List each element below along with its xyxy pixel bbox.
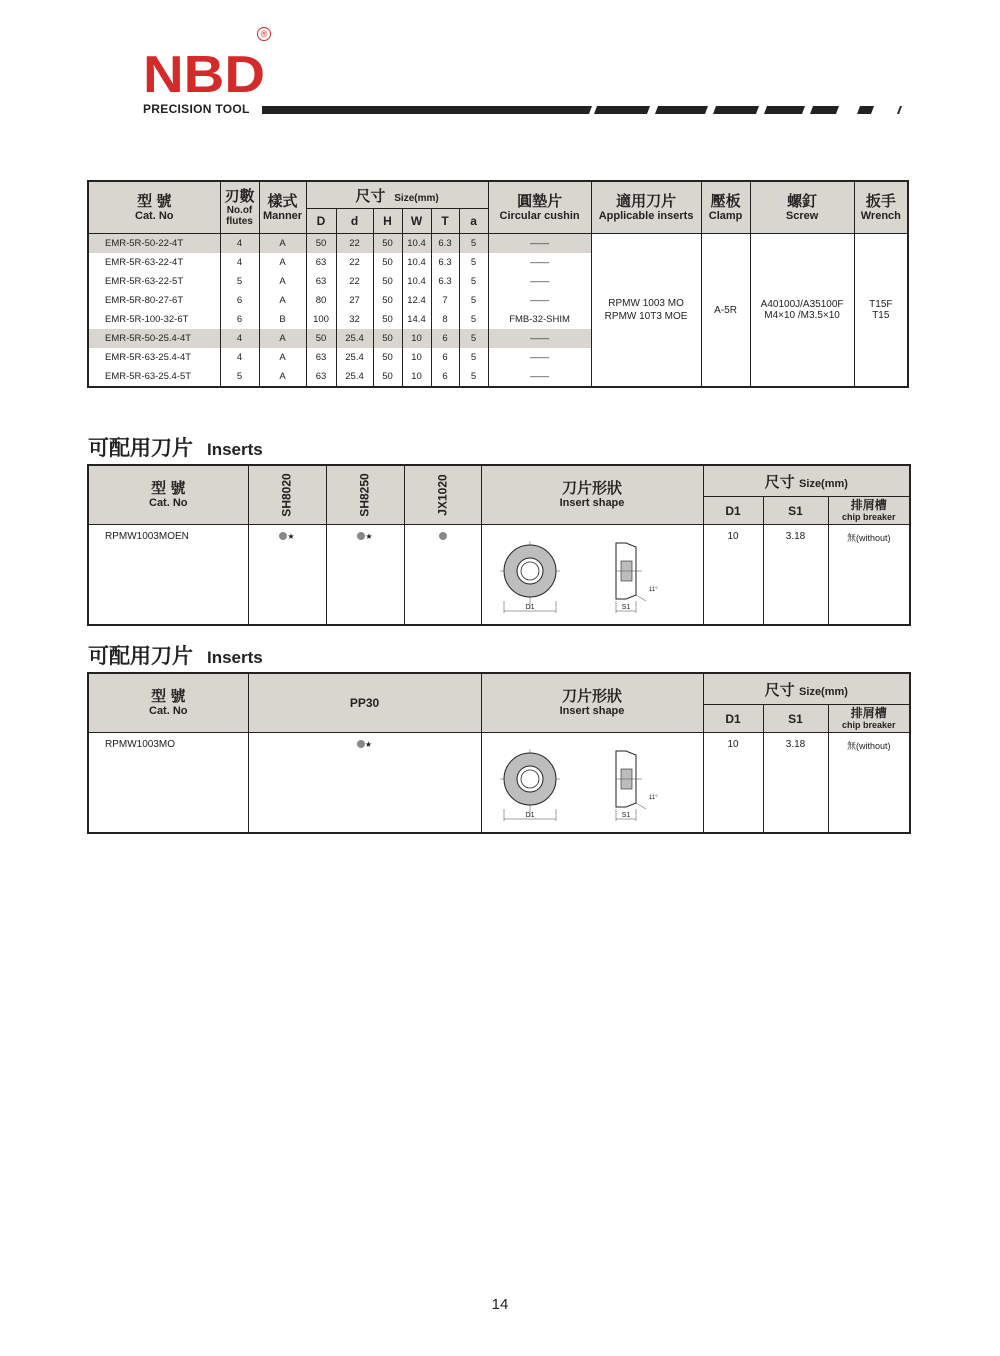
- svg-text:S1: S1: [621, 812, 630, 819]
- manner-header: 樣式 Manner: [259, 181, 306, 234]
- insert-shape-header: 刀片形狀 Insert shape: [481, 673, 703, 733]
- flutes-header: 刃數 No.of flutes: [220, 181, 259, 234]
- size-header: 尺寸 Size(mm): [306, 181, 488, 209]
- col-chip-breaker: 排屑槽 chip breaker: [828, 705, 910, 733]
- applicable-inserts-cell: RPMW 1003 MO RPMW 10T3 MOE: [591, 234, 701, 388]
- cat-no-header: 型 號 Cat. No: [88, 465, 248, 525]
- tagline: PRECISION TOOL: [143, 102, 250, 116]
- table-row: EMR-5R-100-32-6T 6 B 100 32 50 14.4 8 5 FMB-32-SHIM: [88, 310, 908, 329]
- wrench-header: 扳手 Wrench: [854, 181, 908, 234]
- col-chip-breaker: 排屑槽 chip breaker: [828, 497, 910, 525]
- insert-shape-diagram: [481, 733, 703, 834]
- table-row: RPMW1003MO ★ D1 11° S1 10 3.18 無(without): [88, 733, 910, 834]
- cat-no-header: 型 號 Cat. No: [88, 181, 220, 234]
- svg-text:D1: D1: [525, 812, 534, 819]
- section-title-inserts-1: 可配用刀片 Inserts: [88, 437, 263, 460]
- table-row: EMR-5R-63-22-5T 5 A 63 22 50 10.4 6.3 5 ——: [88, 272, 908, 291]
- wrench-cell: T15F T15: [854, 234, 908, 388]
- table-row: EMR-5R-50-22-4T 4 A 50 22 50 10.4 6.3 5 —— RPMW 1003 MO RPMW 10T3 MOE A-5R A40100J/A35100F M4×10 /M3.5×10 T15F T15: [88, 234, 908, 254]
- table-row: EMR-5R-63-25.4-5T 5 A 63 25.4 50 10 6 5 ——: [88, 367, 908, 387]
- col-D1: D1: [703, 705, 763, 733]
- grade-availability: ★: [326, 525, 404, 626]
- screw-header: 螺釘 Screw: [750, 181, 854, 234]
- col-a: a: [459, 209, 488, 234]
- svg-text:11°: 11°: [648, 795, 658, 801]
- page-number: 14: [491, 1296, 509, 1313]
- cat-no-header: 型 號 Cat. No: [88, 673, 248, 733]
- grade-SH8020: SH8020: [248, 465, 326, 525]
- grade-JX1020: JX1020: [404, 465, 481, 525]
- grade-SH8250: SH8250: [326, 465, 404, 525]
- registered-mark: ®: [257, 27, 271, 41]
- inserts-table-1: [87, 464, 911, 626]
- svg-text:D1: D1: [525, 604, 534, 611]
- col-H: H: [373, 209, 402, 234]
- screw-cell: A40100J/A35100F M4×10 /M3.5×10: [750, 234, 854, 388]
- table-row: RPMW1003MOEN ★ ★ D1 11° S1 10 3.18 無(without): [88, 525, 910, 626]
- grade-availability: ★: [248, 525, 326, 626]
- col-D1: D1: [703, 497, 763, 525]
- size-header: 尺寸 Size(mm): [703, 465, 910, 497]
- logo-text: NBD: [143, 50, 265, 96]
- col-S1: S1: [763, 705, 828, 733]
- insert-shape-header: 刀片形狀 Insert shape: [481, 465, 703, 525]
- inserts-header: 適用刀片 Applicable inserts: [591, 181, 701, 234]
- inserts-table-2: [87, 672, 911, 834]
- header-stripe: [262, 106, 902, 114]
- clamp-cell: A-5R: [701, 234, 750, 388]
- cushion-header: 圓墊片 Circular cushin: [488, 181, 591, 234]
- svg-text:11°: 11°: [648, 587, 658, 593]
- section-title-inserts-2: 可配用刀片 Inserts: [88, 645, 263, 668]
- table-row: EMR-5R-80-27-6T 6 A 80 27 50 12.4 7 5 ——: [88, 291, 908, 310]
- col-S1: S1: [763, 497, 828, 525]
- cutter-spec-table: [87, 180, 909, 388]
- col-W: W: [402, 209, 431, 234]
- grade-availability: [404, 525, 481, 626]
- grade-PP30: PP30: [248, 673, 481, 733]
- grade-availability: ★: [248, 733, 481, 834]
- col-D: D: [306, 209, 336, 234]
- col-d: d: [336, 209, 373, 234]
- insert-shape-diagram: [481, 525, 703, 626]
- clamp-header: 壓板 Clamp: [701, 181, 750, 234]
- table-row: EMR-5R-63-22-4T 4 A 63 22 50 10.4 6.3 5 ——: [88, 253, 908, 272]
- col-T: T: [431, 209, 459, 234]
- table-row: EMR-5R-50-25.4-4T 4 A 50 25.4 50 10 6 5 ——: [88, 329, 908, 348]
- table-row: EMR-5R-63-25.4-4T 4 A 63 25.4 50 10 6 5 ——: [88, 348, 908, 367]
- svg-text:S1: S1: [621, 604, 630, 611]
- nbd-logo: [143, 50, 268, 96]
- size-header: 尺寸 Size(mm): [703, 673, 910, 705]
